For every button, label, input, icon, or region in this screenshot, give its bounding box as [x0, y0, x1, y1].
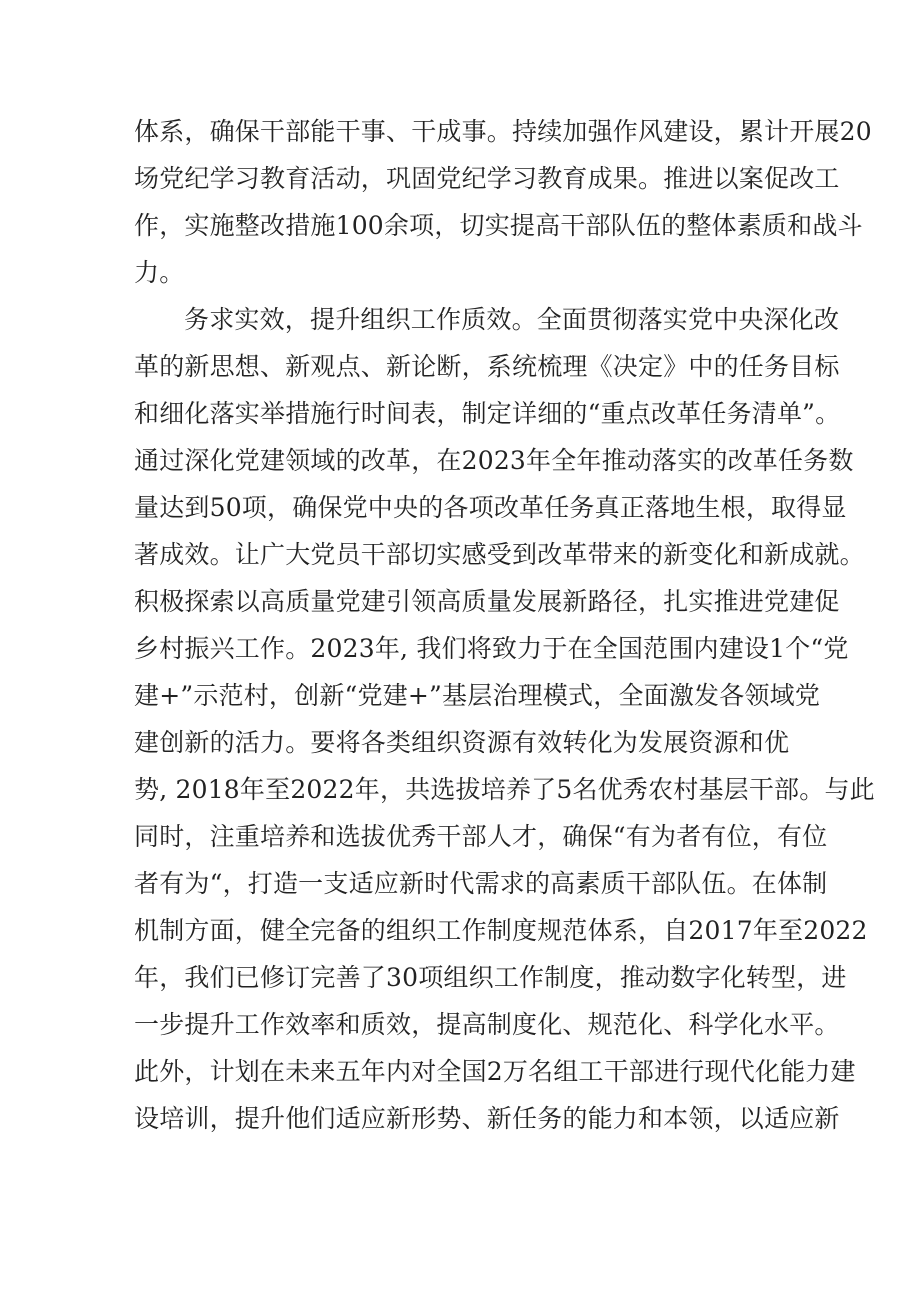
paragraph-first-line: 务求实效，提升组织工作质效。全面贯彻落实党中央深化改 [184, 305, 840, 334]
text-line: 机制方面，健全完备的组织工作制度规范体系，自2017年至2022 [134, 916, 868, 945]
text-line: 同时，注重培养和选拔优秀干部人才，确保“有为者有位，有位 [134, 822, 828, 851]
text-line: 和细化落实举措施行时间表，制定详细的“重点改革任务清单”。 [134, 399, 841, 428]
text-line: 场党纪学习教育活动，巩固党纪学习教育成果。推进以案促改工 [134, 164, 840, 193]
text-line: 著成效。让广大党员干部切实感受到改革带来的新变化和新成就。 [134, 540, 865, 569]
text-line: 体系，确保干部能干事、干成事。持续加强作风建设，累计开展20 [134, 117, 872, 146]
text-line: 作，实施整改措施100余项，切实提高干部队伍的整体素质和战斗 [134, 211, 863, 240]
text-line: 一步提升工作效率和质效，提高制度化、规范化、科学化水平。 [134, 1010, 840, 1039]
text-line: 革的新思想、新观点、新论断，系统梳理《决定》中的任务目标 [134, 352, 840, 381]
text-line: 通过深化党建领域的改革，在2023年全年推动落实的改革任务数 [134, 446, 854, 475]
document-body [134, 108, 875, 1142]
text-line: 力。 [134, 258, 185, 287]
text-line: 此外，计划在未来五年内对全国2万名组工干部进行现代化能力建 [134, 1057, 856, 1086]
text-line: 建创新的活力。要将各类组织资源有效转化为发展资源和优 [134, 728, 790, 757]
text-line: 建+”示范村，创新“党建+”基层治理模式，全面激发各领域党 [134, 681, 821, 710]
text-line: 量达到50项，确保党中央的各项改革任务真正落地生根，取得显 [134, 493, 847, 522]
text-line: 势, 2018年至2022年，共选拔培养了5名优秀农村基层干部。与此 [134, 775, 875, 804]
text-line: 设培训，提升他们适应新形势、新任务的能力和本领，以适应新 [134, 1104, 840, 1133]
text-line: 者有为“，打造一支适应新时代需求的高素质干部队伍。在体制 [134, 869, 828, 898]
text-line: 年，我们已修订完善了30项组织工作制度，推动数字化转型，进 [134, 963, 847, 992]
text-line: 积极探索以高质量党建引领高质量发展新路径，扎实推进党建促 [134, 587, 840, 616]
text-line: 乡村振兴工作。2023年, 我们将致力于在全国范围内建设1个“党 [134, 634, 849, 663]
